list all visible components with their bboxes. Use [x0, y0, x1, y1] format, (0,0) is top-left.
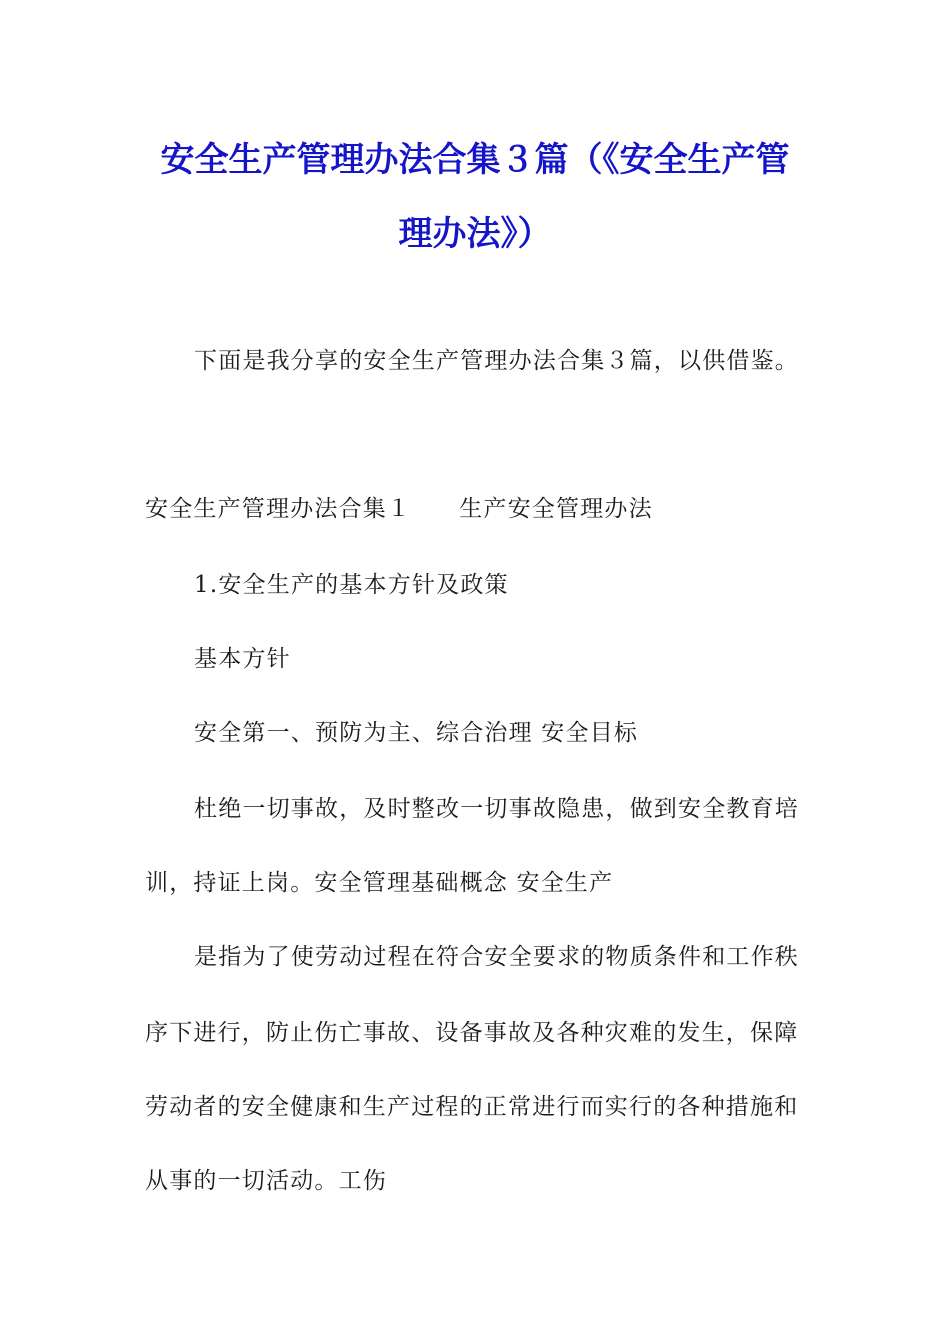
section-heading-title: 生产安全管理办法 — [459, 496, 653, 522]
section-heading — [145, 494, 805, 524]
item-1-heading: 1.安全生产的基本方针及政策 — [194, 572, 509, 598]
section-heading-collection: 安全生产管理办法合集１ — [145, 496, 412, 522]
goal-line-2: 训，持证上岗。安全管理基础概念 安全生产 — [145, 870, 614, 896]
definition-line-1: 是指为了使劳动过程在符合安全要求的物质条件和工作秩 — [194, 944, 799, 970]
document-title-line-1: 安全生产管理办法合集３篇（《安全生产管 — [160, 140, 790, 180]
basic-policy-label: 基本方针 — [194, 646, 291, 672]
goal-line-1: 杜绝一切事故，及时整改一切事故隐患，做到安全教育培 — [194, 796, 799, 822]
definition-line-2: 序下进行，防止伤亡事故、设备事故及各种灾难的发生，保障 — [145, 1020, 799, 1046]
document-title-line-2: 理办法》） — [398, 214, 552, 254]
policy-text: 安全第一、预防为主、综合治理 安全目标 — [194, 720, 639, 746]
definition-line-3: 劳动者的安全健康和生产过程的正常进行而实行的各种措施和 — [145, 1094, 799, 1120]
definition-line-4: 从事的一切活动。工伤 — [145, 1168, 387, 1194]
intro-paragraph: 下面是我分享的安全生产管理办法合集３篇，以供借鉴。 — [194, 348, 799, 374]
